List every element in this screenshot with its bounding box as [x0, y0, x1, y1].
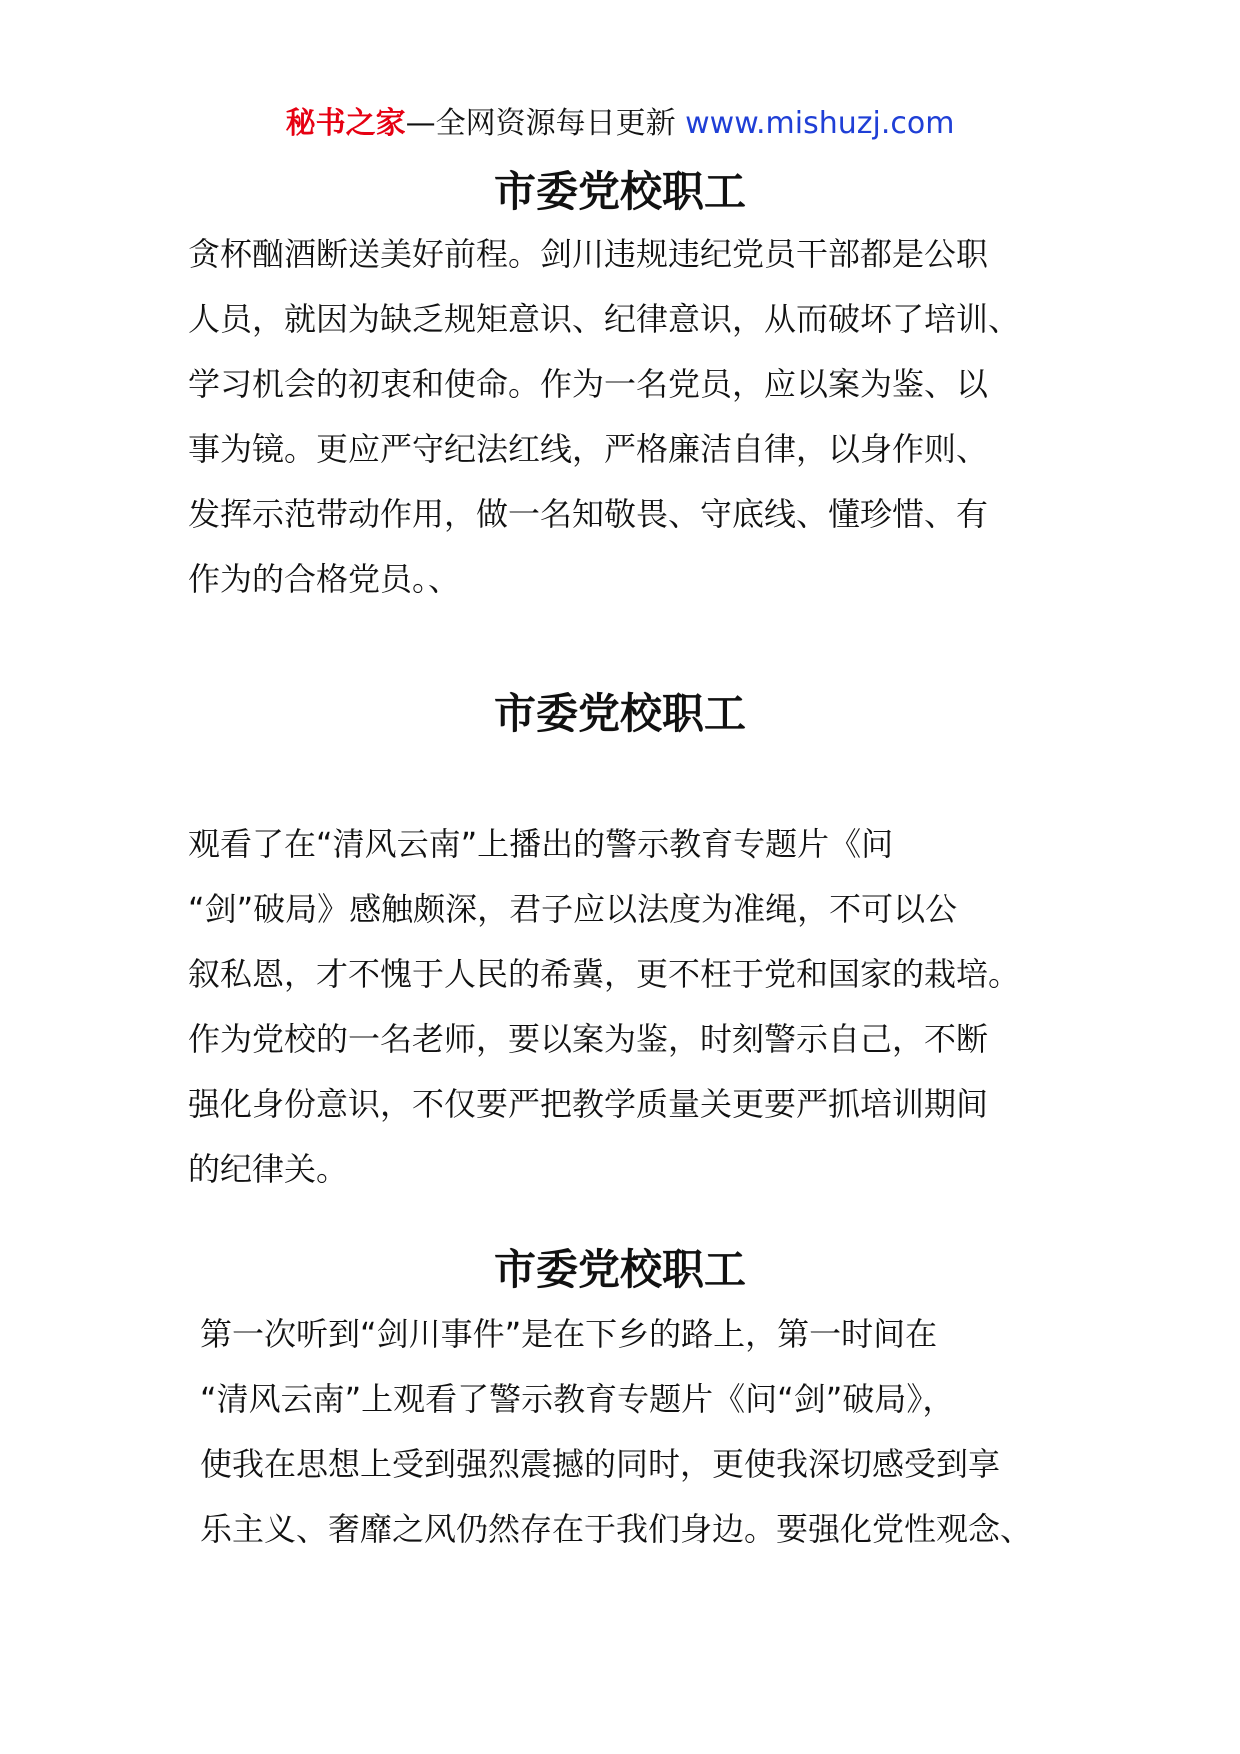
paragraph-line: 乐主义、奢靡之风仍然存在于我们身边。要强化党性观念、 [200, 1510, 1033, 1548]
paragraph-line: 第一次听到“剑川事件”是在下乡的路上，第一时间在 [200, 1315, 938, 1353]
paragraph-line: 贪杯酗酒断送美好前程。剑川违规违纪党员干部都是公职 [188, 235, 989, 273]
site-header [0, 100, 1240, 148]
brand-name: 秘书之家 [285, 106, 406, 141]
section-paragraph-3 [200, 1302, 1032, 1562]
paragraph-line: 观看了在“清风云南”上播出的警示教育专题片《问 [188, 825, 894, 863]
site-url-link[interactable]: www.mishuzj.com [685, 106, 955, 141]
paragraph-line: 使我在思想上受到强烈震撼的同时，更使我深切感受到享 [200, 1445, 1001, 1483]
paragraph-line: 人员，就因为缺乏规矩意识、纪律意识，从而破坏了培训、 [188, 300, 1021, 338]
section-title-2: 市委党校职工 [493, 689, 746, 738]
paragraph-line: 叙私恩，才不愧于人民的希冀，更不枉于党和国家的栽培。 [188, 955, 1021, 993]
paragraph-line: 强化身份意识，不仅要严把教学质量关更要严抓培训期间 [188, 1085, 989, 1123]
paragraph-line: 发挥示范带动作用，做一名知敬畏、守底线、懂珍惜、有 [188, 495, 989, 533]
paragraph-line: “清风云南”上观看了警示教育专题片《问“剑”破局》， [200, 1380, 955, 1418]
paragraph-line: 事为镜。更应严守纪法红线，严格廉洁自律，以身作则、 [188, 430, 989, 468]
section-paragraph-1 [188, 222, 1020, 612]
paragraph-line: 作为党校的一名老师，要以案为鉴，时刻警示自己，不断 [188, 1020, 989, 1058]
paragraph-line: 学习机会的初衷和使命。作为一名党员，应以案为鉴、以 [188, 365, 989, 403]
section-title-1: 市委党校职工 [493, 167, 746, 216]
paragraph-line: 的纪律关。 [188, 1150, 349, 1188]
section-title-3: 市委党校职工 [493, 1245, 746, 1294]
section-paragraph-2 [188, 812, 1020, 1202]
header-tagline: —全网资源每日更新 [405, 106, 686, 141]
paragraph-line: 作为的合格党员。、 [188, 560, 461, 598]
paragraph-line: “剑”破局》感触颇深，君子应以法度为准绳，不可以公 [188, 890, 958, 928]
